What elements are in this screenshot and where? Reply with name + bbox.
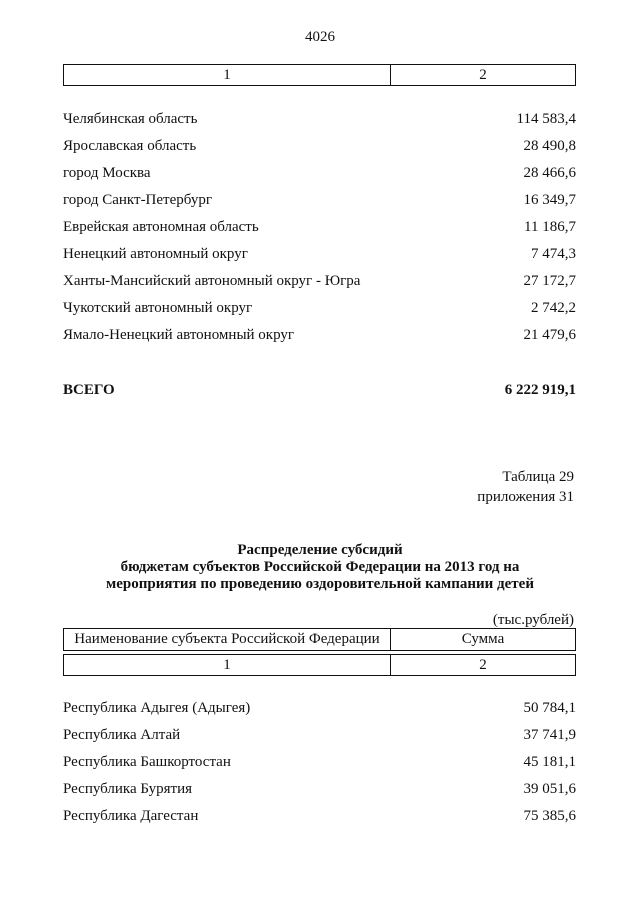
table-row (63, 698, 576, 718)
table-title (0, 542, 640, 593)
table-row (63, 752, 576, 772)
table-row (63, 779, 576, 799)
column-number-1: 1 (223, 657, 231, 673)
table-reference (477, 467, 574, 507)
subsidy-amount: 75 385,6 (523, 808, 576, 824)
subsidy-amount: 27 172,7 (523, 273, 576, 289)
subsidy-amount: 16 349,7 (523, 192, 576, 208)
subsidy-amount: 45 181,1 (523, 754, 576, 770)
column-header-sum: Сумма (390, 629, 575, 650)
region-name: Еврейская автономная область (63, 219, 259, 235)
appendix-number: приложения 31 (477, 489, 574, 505)
region-name: Челябинская область (63, 111, 198, 127)
subsidy-amount: 39 051,6 (523, 781, 576, 797)
page-number: 4026 (305, 29, 335, 45)
table-row (63, 806, 576, 826)
total-row (63, 380, 576, 400)
region-name: город Санкт-Петербург (63, 192, 212, 208)
subsidy-amount: 114 583,4 (516, 111, 576, 127)
subsidy-amount: 28 466,6 (523, 165, 576, 181)
region-name: Республика Дагестан (63, 808, 199, 824)
table-row (63, 190, 576, 210)
region-name: Ярославская область (63, 138, 197, 154)
title-line-3: мероприятия по проведению оздоровительной кампании детей (106, 576, 534, 592)
subsidy-amount: 7 474,3 (531, 246, 576, 262)
table-row (63, 136, 576, 156)
table-row (63, 271, 576, 291)
table-row (63, 725, 576, 745)
region-name: город Москва (63, 165, 151, 181)
table-row (63, 163, 576, 183)
total-value: 6 222 919,1 (504, 382, 576, 398)
region-name: Ненецкий автономный округ (63, 246, 248, 262)
column-number-1: 1 (223, 67, 231, 83)
subsidy-amount: 2 742,2 (531, 300, 576, 316)
column-header-name: Наименование субъекта Российской Федерации (74, 631, 380, 647)
title-line-1: Распределение субсидий (237, 542, 403, 558)
subsidy-amount: 50 784,1 (523, 700, 576, 716)
table-row (63, 325, 576, 345)
table-number: Таблица 29 (502, 469, 574, 485)
region-name: Республика Алтай (63, 727, 181, 743)
column-number-2: 2 (390, 65, 575, 85)
region-name: Республика Адыгея (Адыгея) (63, 700, 251, 716)
region-name: Ямало-Ненецкий автономный округ (63, 327, 295, 343)
table-row (63, 298, 576, 318)
subsidy-amount: 28 490,8 (523, 138, 576, 154)
region-name: Ханты-Мансийский автономный округ - Югра (63, 273, 361, 289)
table-row (63, 244, 576, 264)
subsidy-amount: 21 479,6 (523, 327, 576, 343)
continued-table-header (63, 64, 576, 86)
total-label: ВСЕГО (63, 382, 115, 398)
table-row (63, 109, 576, 129)
table-row (63, 217, 576, 237)
subsidy-amount: 37 741,9 (523, 727, 576, 743)
column-number-2: 2 (390, 655, 575, 675)
units-label: (тыс.рублей) (492, 612, 574, 628)
column-numbers-row (63, 654, 576, 676)
subsidy-amount: 11 186,7 (524, 219, 576, 235)
table-header (63, 628, 576, 651)
region-name: Чукотский автономный округ (63, 300, 253, 316)
title-line-2: бюджетам субъектов Российской Федерации на 2013 год на (120, 559, 520, 575)
region-name: Республика Бурятия (63, 781, 193, 797)
region-name: Республика Башкортостан (63, 754, 231, 770)
